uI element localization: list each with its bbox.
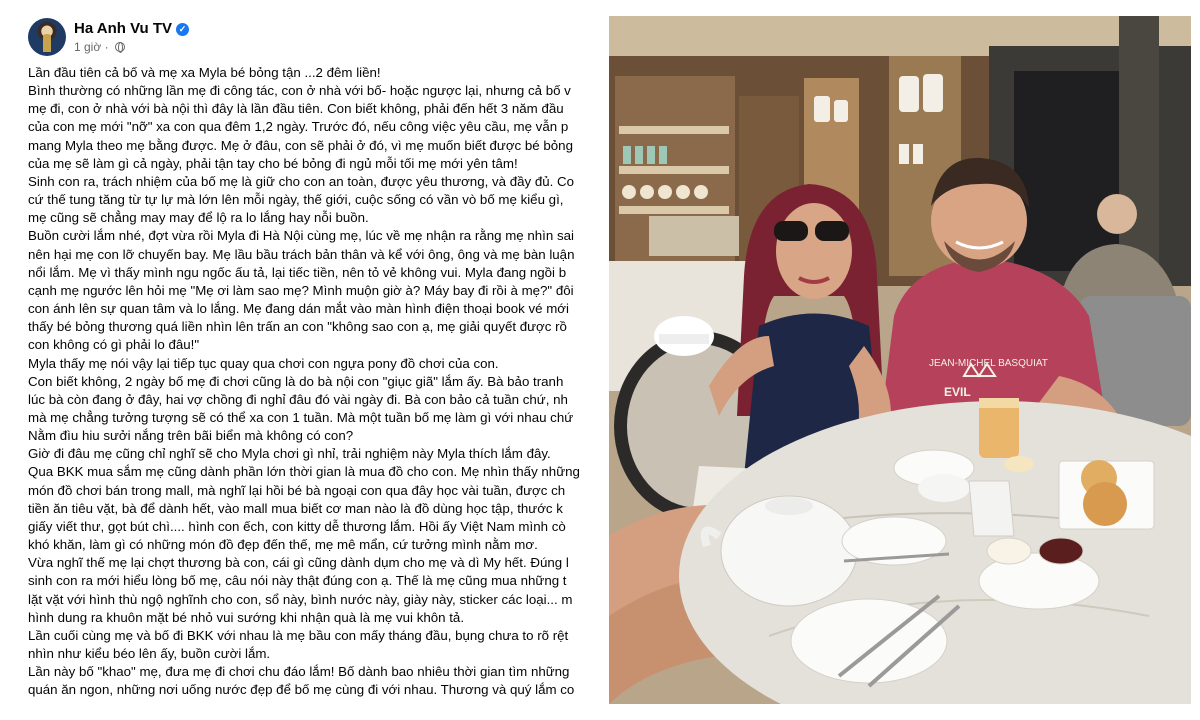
meta-separator: · (104, 40, 109, 54)
globe-icon (115, 42, 125, 52)
post-text-line: con ánh lên sự quan tâm và lo lắng. Mẹ đang dán mắt vào màn hình điện thoại book vé mới (28, 301, 569, 317)
post-text-line: Lần đầu tiên cả bố và mẹ xa Myla bé bỏng tận ...2 đêm liền! (28, 65, 381, 80)
post-text-line: tiền ăn tiêu vặt, bà để dành hết, vào mall mua biết cơ man nào là đồ dùng học tập, thước k (28, 500, 563, 516)
cafe-photo-illustration (609, 16, 1191, 704)
post-text-line: món đồ chơi bán trong mall, mà nghĩ lại hồi bé bà ngoại con qua đây học vài tuần, được ch (28, 482, 566, 498)
post-text-line: nhìn như kiểu béo lên ấy, buồn cười lắm. (28, 646, 271, 661)
post-text-line: Vừa nghĩ thế mẹ lại chợt thương bà con, cái gì cũng dành dụm cho mẹ và dì My hết. Đúng l (28, 555, 569, 571)
post-text-line: Sinh con ra, trách nhiệm của bố mẹ là giữ cho con an toàn, được yêu thương, và đầy đủ. Co (28, 173, 575, 189)
post-text-line: Lần cuối cùng mẹ và bố đi BKK với nhau là mẹ bầu con mấy tháng đầu, bụng chưa to rõ rệt (28, 627, 569, 643)
post-text-line: của con mẹ mới "nỡ" xa con qua đêm 1,2 ngày. Trước đó, nếu công việc yêu cầu, mẹ vẫn p (28, 119, 569, 135)
post-text-line: Myla thấy mẹ nói vậy lại tiếp tục quay qua chơi con ngựa pony đồ chơi của con. (28, 355, 499, 371)
shirt-text-line1: JEAN-MICHEL BASQUIAT (929, 358, 1048, 369)
post-text-line: Lần này bố "khao" mẹ, đưa mẹ đi chơi chu đáo lắm! Bố dành bao nhiêu thời gian tìm những (28, 664, 570, 680)
post-photo[interactable] (609, 16, 1191, 704)
post-text-line: nên hại mẹ con lỡ chuyến bay. Mẹ lầu bầu trách bản thân và kể với ông, ông và mẹ bàn luận (28, 246, 575, 262)
post-text-line: nổi lắm. Mẹ vì thấy mình ngu ngốc ấu tả, lại tiếc tiền, nên tỏ vẻ không vui. Myla đang ngồi b (28, 264, 567, 280)
post-meta (74, 40, 125, 54)
post-text (28, 64, 594, 699)
post-text-line: Nằm đìu hiu sưởi nắng trên bãi biển mà không có con? (28, 428, 354, 444)
post-timestamp[interactable]: 1 giờ (74, 40, 102, 54)
post-text-line: con không có gì phải lo đâu!" (28, 337, 200, 353)
post-text-line: quán ăn ngon, những nơi uống nước đẹp để bố mẹ cùng đi với nhau. Thương và quý lắm co (28, 682, 575, 698)
post-text-line: mang Myla theo mẹ bằng được. Mẹ ở đâu, con sẽ phải ở đó, vì mẹ muốn biết được bé bỏng (28, 137, 573, 153)
post-text-line: Bình thường có những lần mẹ đi công tác, con ở nhà với bố- hoặc ngược lại, nhưng cả bố v (28, 83, 571, 99)
post-text-line: mà mẹ chẳng tưởng tượng sẽ có thể xa con 1 tuần. Mà một tuần bố mẹ làm gì với nhau chứ (28, 409, 574, 425)
post-header (28, 18, 588, 58)
post-text-line: hình dung ra khuôn mặt bé nhỏ vui sướng khi nhận quà là mẹ vui khôn tả. (28, 609, 465, 625)
post-text-line: Con biết không, 2 ngày bố mẹ đi chơi cũng là do bà nội con "giục giã" lắm ấy. Bà bảo tranh (28, 373, 564, 389)
post-text-line: lúc bà còn đang ở đây, hai vợ chồng đi nghỉ đâu đó vài ngày đi. Bà con bảo cả tuần chứ, nh (28, 391, 568, 407)
post-text-line: sinh con ra mới hiểu lòng bố mẹ, câu nói này thật đúng con ạ. Thế là mẹ cũng mua những t (28, 573, 567, 589)
author-name-row (74, 20, 189, 37)
post-text-line: giấy viết thư, gọt bút chì.... hình con ếch, con kitty dễ thương lắm. Hồi ấy Việt Nam mình cò (28, 518, 566, 534)
post-text-line: mẹ đi, con ở nhà với bà nội thì đây là lần đầu tiên. Con biết không, phải đến hết 3 năm đầu (28, 101, 564, 117)
post-text-line: thấy bé bỏng thương quá liền nhìn lên trấn an con "không sao con ạ, mẹ giải quyết được rồ (28, 319, 567, 335)
author-name[interactable]: Ha Anh Vu TV (74, 20, 173, 37)
post-text-line: của mẹ sẽ làm gì cả ngày, phải tận tay cho bé bỏng đi ngủ mỗi tối mẹ mới yên tâm! (28, 155, 518, 171)
shirt-text-line2: EVIL (944, 385, 971, 399)
post-text-line: Qua BKK mua sắm mẹ cũng dành phần lớn thời gian là mua đồ cho con. Mẹ nhìn thấy những (28, 464, 580, 480)
post-text-line: cạnh mẹ ngước lên hỏi mẹ "Mẹ ơi làm sao mẹ? Mình muộn giờ à? Máy bay đi rồi à mẹ?" đôi (28, 282, 574, 298)
post-text-line: khó khăn, làm gì có những món đồ đẹp đến thế, mẹ mê mẩn, cứ tưởng mình nằm mơ. (28, 537, 538, 553)
post-text-line: cứ thế tung tăng từ tự lự mà lớn lên mỗi ngày, thế giới, cuộc sống có vần vò bố mẹ kiểu gì, (28, 192, 564, 208)
post-text-line: lặt vặt với hình thù ngộ nghĩnh cho con, sổ này, bình nước này, giày này, sticker các loại... m (28, 591, 573, 607)
post-text-line: Buồn cười lắm nhé, đợt vừa rồi Myla đi Hà Nội cùng mẹ, lúc về mẹ nhận ra rằng mẹ nhìn sai (28, 228, 574, 244)
post-text-line: mẹ cũng sẽ chẳng may may để lộ ra lo lắng hay nỗi buồn. (28, 210, 369, 226)
verified-badge-icon: ✓ (176, 23, 189, 36)
post-text-line: Giờ đi đâu mẹ cũng chỉ nghĩ sẽ cho Myla chơi gì nhỉ, trải nghiệm này Myla thích lắm đây. (28, 446, 551, 462)
author-avatar[interactable] (28, 18, 66, 56)
image-divider (600, 0, 609, 720)
